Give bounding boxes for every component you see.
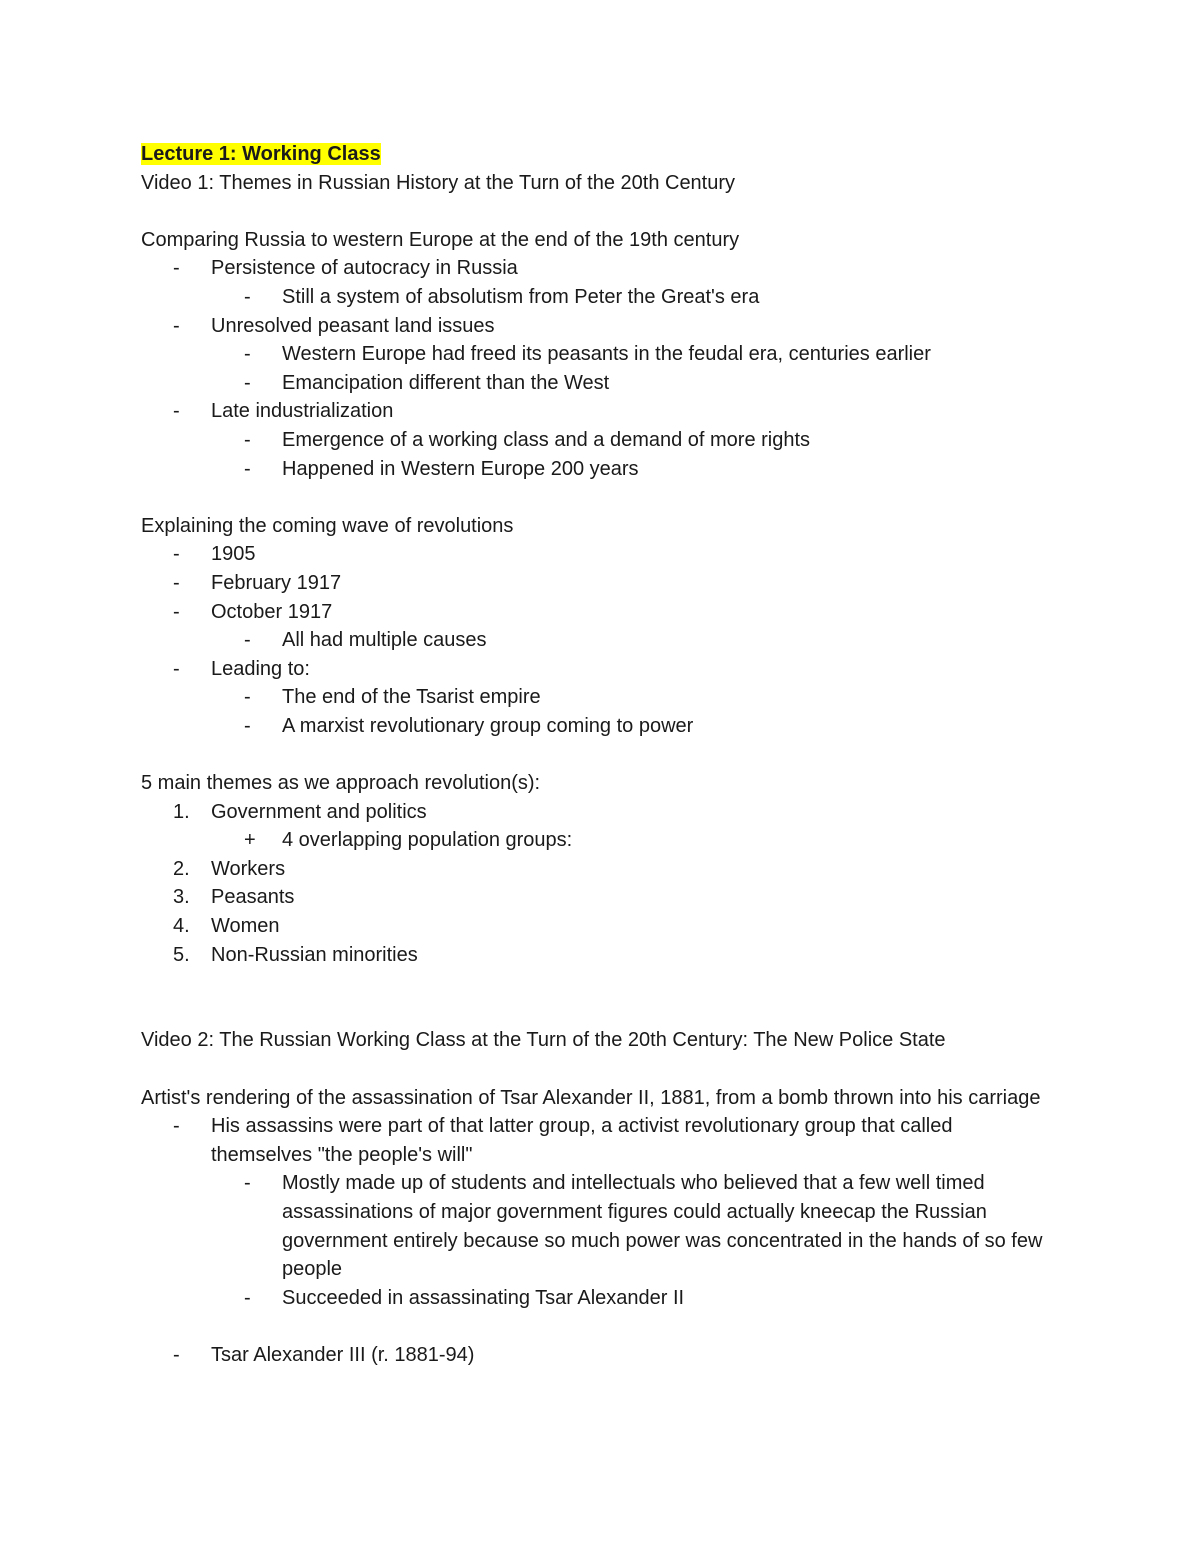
blank-line xyxy=(141,1312,1051,1341)
list-marker: - xyxy=(244,1286,251,1309)
list-marker: - xyxy=(244,1172,251,1195)
section-heading-assassination: Artist's rendering of the assassination of Tsar Alexander II, 1881, from a bomb thrown into his carriage xyxy=(141,1086,1041,1109)
list-item-text: Mostly made up of students and intellectuals who believed that a few well timed assassinations of major government figures could actually kneecap the Russian government entirely because so much power was concentrated in the hands of so few people xyxy=(282,1172,1043,1281)
list-item xyxy=(141,798,1051,827)
list-item-text: Western Europe had freed its peasants in the feudal era, centuries earlier xyxy=(282,343,931,366)
list-marker: - xyxy=(244,714,251,737)
list-marker: 3. xyxy=(173,886,190,909)
list-item xyxy=(141,397,1051,426)
video-2-heading: Video 2: The Russian Working Class at the Turn of the 20th Century: The New Police State xyxy=(141,1029,946,1052)
list-marker: - xyxy=(244,629,251,652)
list-marker: - xyxy=(244,457,251,480)
list-item xyxy=(141,1341,1051,1370)
sub-list-item xyxy=(141,369,1051,398)
list-item-text: Succeeded in assassinating Tsar Alexander II xyxy=(282,1286,685,1309)
list-marker: - xyxy=(244,371,251,394)
blank-line xyxy=(141,1055,1051,1084)
list-item-text: Women xyxy=(211,915,280,938)
lecture-title xyxy=(141,140,1051,169)
blank-line xyxy=(141,197,1051,226)
blank-line xyxy=(141,740,1051,769)
sub-list-item xyxy=(141,1169,1051,1283)
blank-line xyxy=(141,483,1051,512)
list-marker: + xyxy=(244,829,256,852)
sub-list-item xyxy=(141,283,1051,312)
sub-list-item xyxy=(141,1284,1051,1313)
list-marker: - xyxy=(244,285,251,308)
list-marker: - xyxy=(173,400,180,423)
list-item-text: Tsar Alexander III (r. 1881-94) xyxy=(211,1343,475,1366)
list-item xyxy=(141,598,1051,627)
section-heading-revolutions: Explaining the coming wave of revolutions xyxy=(141,514,514,537)
list-marker: - xyxy=(244,343,251,366)
list-item xyxy=(141,941,1051,970)
list-marker: - xyxy=(173,1343,180,1366)
sub-list-item xyxy=(141,826,1051,855)
sub-list-item xyxy=(141,683,1051,712)
list-item-text: The end of the Tsarist empire xyxy=(282,686,541,709)
sub-list-item xyxy=(141,426,1051,455)
list-item xyxy=(141,254,1051,283)
list-item-text: 1905 xyxy=(211,543,256,566)
sub-list-item xyxy=(141,626,1051,655)
section-heading-compare: Comparing Russia to western Europe at the end of the 19th century xyxy=(141,228,740,251)
list-item-text: Late industrialization xyxy=(211,400,394,423)
list-item xyxy=(141,912,1051,941)
list-item-text: All had multiple causes xyxy=(282,629,487,652)
list-item-text: Emergence of a working class and a demand of more rights xyxy=(282,428,811,451)
document-body xyxy=(141,140,1051,1370)
list-item-text: Peasants xyxy=(211,886,295,909)
list-marker: 2. xyxy=(173,857,190,880)
lecture-title-highlight: Lecture 1: Working Class xyxy=(141,143,381,165)
list-item-text: His assassins were part of that latter group, a activist revolutionary group that called themselves "the people's will" xyxy=(211,1115,953,1166)
sub-list-item xyxy=(141,340,1051,369)
list-item xyxy=(141,655,1051,684)
list-item-text: Unresolved peasant land issues xyxy=(211,314,495,337)
list-item-text: Workers xyxy=(211,857,286,880)
list-item xyxy=(141,1112,1051,1169)
list-item-text: Happened in Western Europe 200 years xyxy=(282,457,639,480)
list-marker: 4. xyxy=(173,915,190,938)
list-item-text: Still a system of absolutism from Peter the Great's era xyxy=(282,285,760,308)
sub-list-item xyxy=(141,455,1051,484)
list-marker: - xyxy=(244,428,251,451)
list-marker: - xyxy=(173,600,180,623)
list-item-text: Leading to: xyxy=(211,657,310,680)
sub-list-item xyxy=(141,712,1051,741)
list-marker: 5. xyxy=(173,943,190,966)
list-item-text: 4 overlapping population groups: xyxy=(282,829,573,852)
list-marker: - xyxy=(173,657,180,680)
list-item xyxy=(141,883,1051,912)
list-themes xyxy=(141,798,1051,970)
list-marker: - xyxy=(244,686,251,709)
section-heading-themes: 5 main themes as we approach revolution(s): xyxy=(141,772,541,795)
list-item-text: Non-Russian minorities xyxy=(211,943,418,966)
list-marker: - xyxy=(173,571,180,594)
list-item xyxy=(141,569,1051,598)
list-marker: 1. xyxy=(173,800,190,823)
list-assassination xyxy=(141,1112,1051,1312)
list-revolutions xyxy=(141,540,1051,740)
list-compare xyxy=(141,254,1051,483)
list-item xyxy=(141,855,1051,884)
list-item-text: A marxist revolutionary group coming to power xyxy=(282,714,694,737)
list-marker: - xyxy=(173,314,180,337)
list-item-text: February 1917 xyxy=(211,571,342,594)
list-item xyxy=(141,540,1051,569)
blank-lines xyxy=(141,969,1051,1026)
list-item-text: Emancipation different than the West xyxy=(282,371,610,394)
list-marker: - xyxy=(173,543,180,566)
list-marker: - xyxy=(173,1115,180,1138)
list-item-text: Government and politics xyxy=(211,800,427,823)
list-alexander-iii xyxy=(141,1341,1051,1370)
list-item xyxy=(141,312,1051,341)
video-1-heading: Video 1: Themes in Russian History at the Turn of the 20th Century xyxy=(141,171,736,194)
list-item-text: October 1917 xyxy=(211,600,333,623)
list-item-text: Persistence of autocracy in Russia xyxy=(211,257,518,280)
list-marker: - xyxy=(173,257,180,280)
